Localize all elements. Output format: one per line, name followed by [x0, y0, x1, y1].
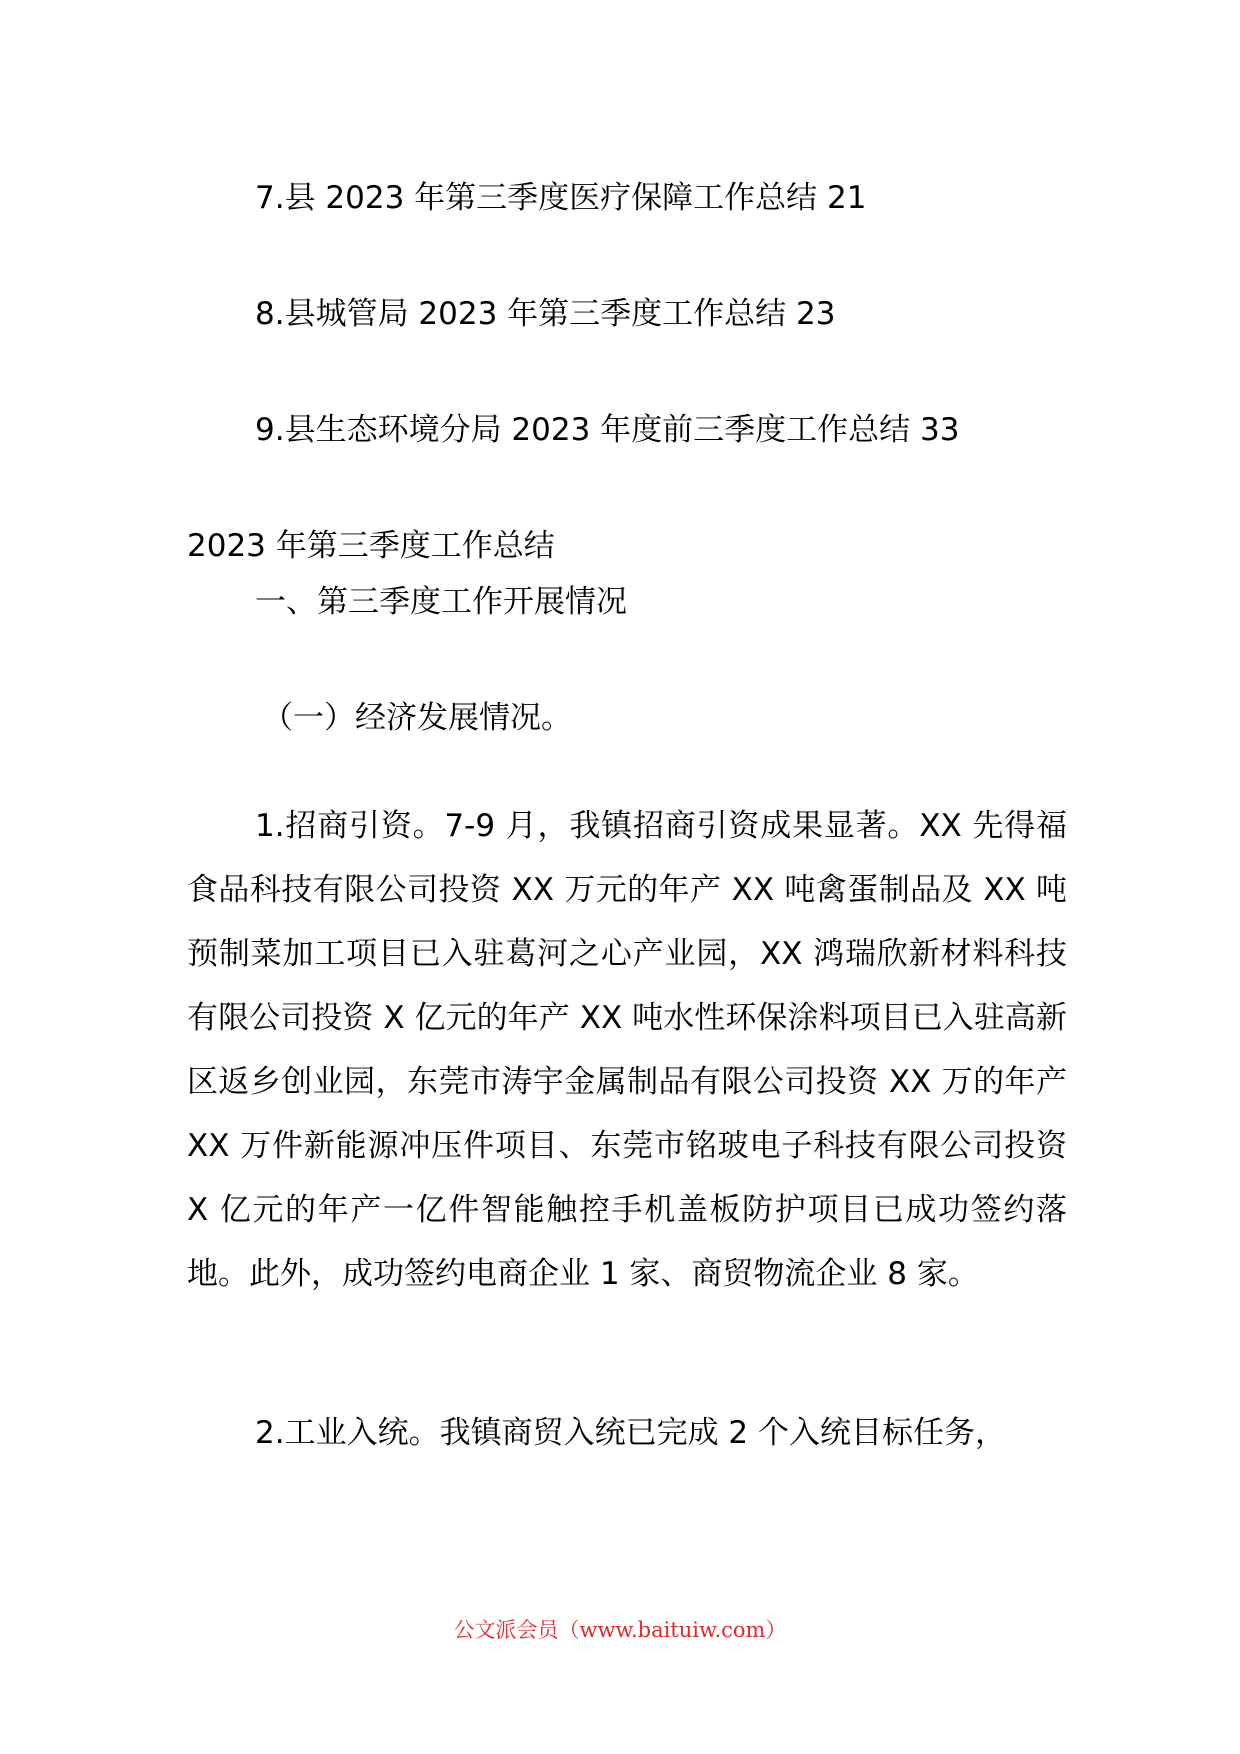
body-paragraph: 1.招商引资。7-9 月，我镇招商引资成果显著。XX 先得福食品科技有限公司投资 XX 万元的年产 XX 吨禽蛋制品及 XX 吨预制菜加工项目已入驻葛河之心产业园，XX 鸿瑞欣新材料科技有限公司投资 X 亿元的年产 XX 吨水性环保涂料项目已入驻高新区返乡创业园，东莞市涛宇金属制品有限公司投资 XX 万的年产 XX 万件新能源冲压件项目、东莞市铭玻电子科技有限公司投资 X 亿元的年产一亿件智能触控手机盖板防护项目已成功签约落地。此外，成功签约电商企业 1 家、商贸物流企业 8 家。 [187, 808, 1067, 1292]
toc-item[interactable]: 9.县生态环境分局 2023 年度前三季度工作总结 33 [255, 412, 960, 448]
document-title: 2023 年第三季度工作总结 [187, 528, 555, 564]
footer-watermark-link[interactable]: 公文派会员（www.baituiw.com） [453, 1618, 787, 1642]
body-paragraph: 2.工业入统。我镇商贸入统已完成 2 个入统目标任务， [255, 1415, 1007, 1451]
sub-heading: （一）经济发展情况。 [262, 700, 572, 736]
toc-item[interactable]: 7.县 2023 年第三季度医疗保障工作总结 21 [255, 180, 867, 216]
section-heading: 一、第三季度工作开展情况 [255, 584, 627, 620]
toc-item[interactable]: 8.县城管局 2023 年第三季度工作总结 23 [255, 296, 836, 332]
